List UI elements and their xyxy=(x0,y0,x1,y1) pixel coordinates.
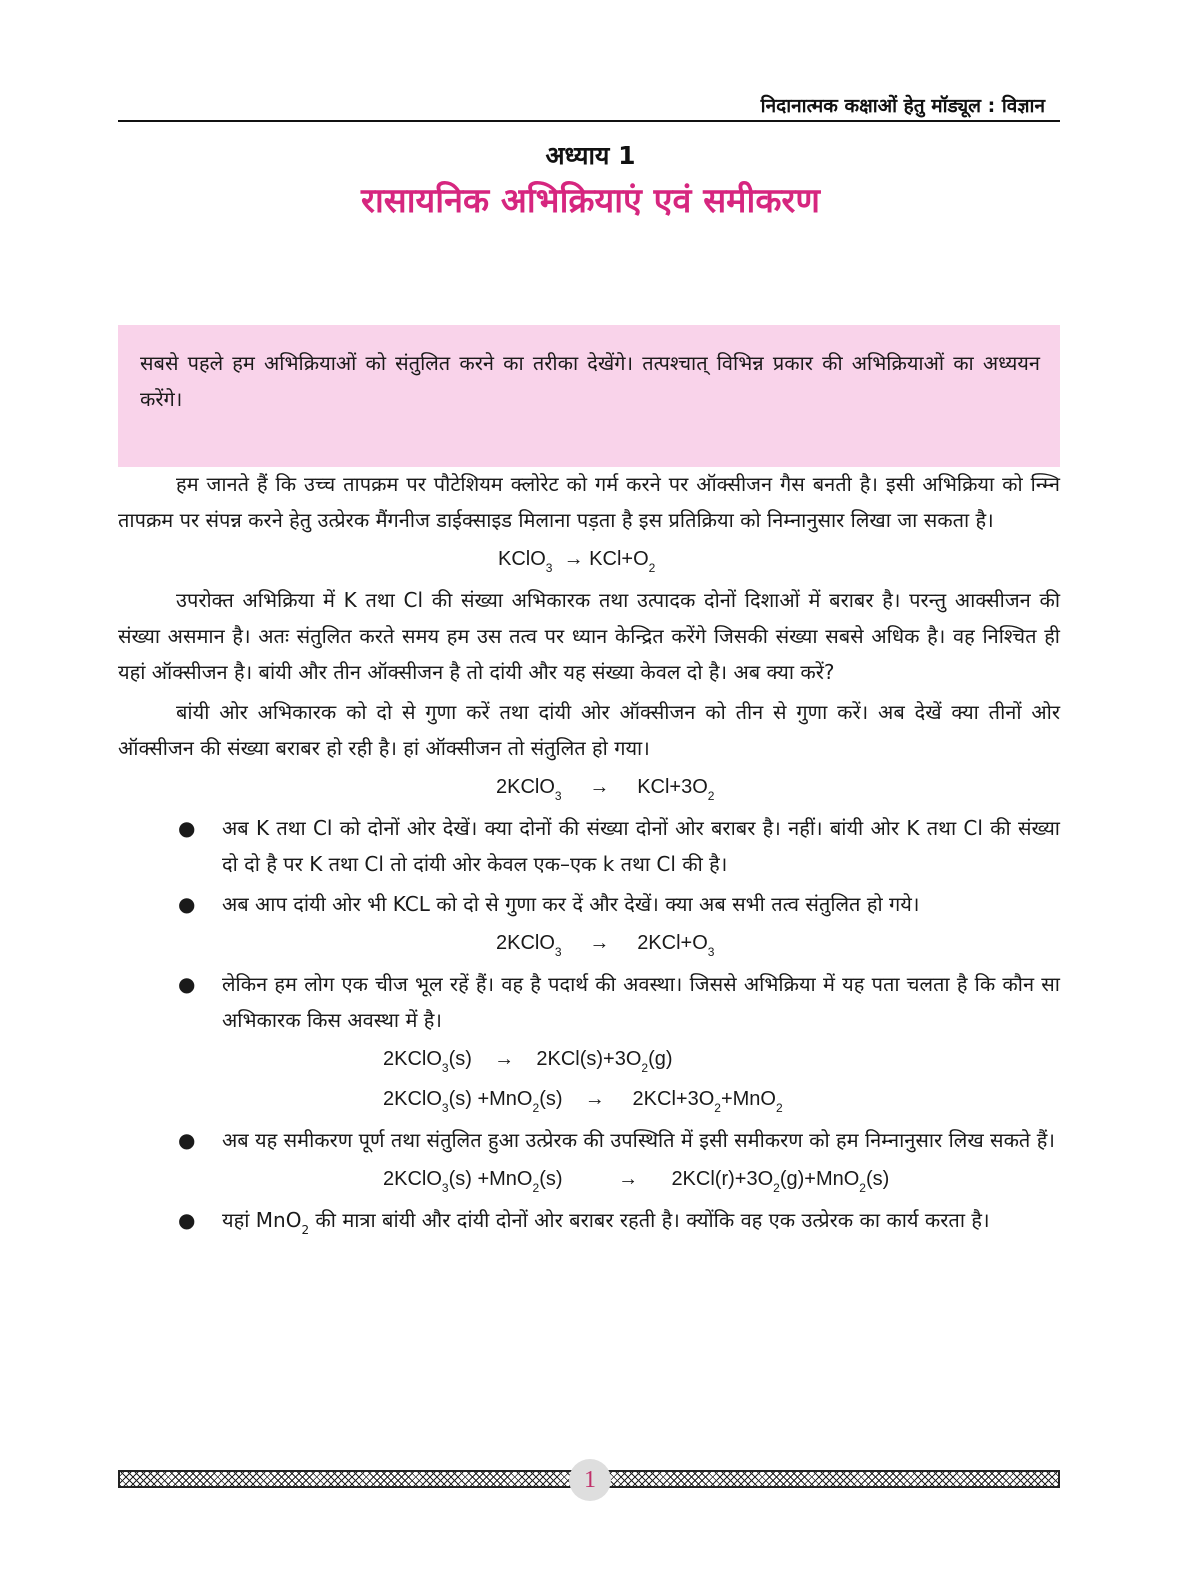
intro-highlight-box xyxy=(118,325,1060,467)
bullet-text: अब K तथा Cl को दोनों ओर देखें। क्या दोनों की संख्या दोनों ओर बराबर है। नहीं। बांयी ओर K तथा Cl की संख्या दो दो है पर K तथा Cl तो दांयी ओर केवल एक–एक k तथा Cl की है। xyxy=(222,816,1060,876)
bullet-text: लेकिन हम लोग एक चीज भूल रहें हैं। वह है पदार्थ की अवस्था। जिससे अभिक्रिया में यह पता चलता है कि कौन सा अभिकारक किस अवस्था में है। xyxy=(222,972,1060,1032)
intro-text: सबसे पहले हम अभिक्रियाओं को संतुलित करने का तरीका देखेंगे। तत्पश्चात् विभिन्न प्रकार की अभिक्रियाओं का अध्ययन करेंगे। xyxy=(140,351,1040,411)
bullet-text: यहां MnO$_2$ की मात्रा बांयी और दांयी दोनों ओर बराबर रहती है। क्योंकि वह एक उत्प्रेरक का कार्य करता है। xyxy=(222,1208,990,1237)
running-header: निदानात्मक कक्षाओं हेतु मॉड्यूल : विज्ञान xyxy=(760,95,1045,117)
arrow-icon: → xyxy=(618,1168,639,1190)
arrow-icon: → xyxy=(589,776,610,798)
arrow-icon: → xyxy=(589,932,610,954)
bullet-item-4 xyxy=(118,1122,1060,1158)
bullet-icon: ● xyxy=(178,816,196,840)
chapter-body xyxy=(118,466,1060,1245)
bullet-icon: ● xyxy=(178,1208,196,1232)
bullet-icon: ● xyxy=(178,972,196,996)
equation-2: 2KClO$_3$ → $KCl+3O_2$ xyxy=(496,776,715,803)
header-divider xyxy=(118,120,1060,122)
bullet-text: अब आप दांयी ओर भी KCL को दो से गुणा कर दें और देखें। क्या अब सभी तत्व संतुलित हो गये। xyxy=(222,892,920,916)
bullet-icon: ● xyxy=(178,1128,196,1152)
chapter-title: रासायनिक अभिक्रियाएं एवं समीकरण xyxy=(361,181,820,221)
bullet-icon: ● xyxy=(178,892,196,916)
page-number: 1 xyxy=(569,1459,611,1501)
arrow-icon: → xyxy=(584,1088,605,1110)
arrow-icon: → xyxy=(563,548,584,570)
arrow-icon: → xyxy=(494,1048,515,1070)
bullet-item-2 xyxy=(118,886,1060,922)
equation-1: KClO$_3$ → $KCl+O_2$ xyxy=(498,548,656,575)
paragraph-3: बांयी ओर अभिकारक को दो से गुणा करें तथा दांयी ओर ऑक्सीजन को तीन से गुणा करें। अब देखें क्या तीनों ओर ऑक्सीजन की संख्या बराबर हो रही है। हां ऑक्सीजन तो संतुलित हो गया। xyxy=(118,700,1060,760)
bullet-item-1 xyxy=(118,810,1060,882)
chapter-label: अध्याय 1 xyxy=(545,141,636,170)
bullet-item-3 xyxy=(118,966,1060,1038)
bullet-item-5 xyxy=(118,1202,1060,1241)
equation-5: 2KClO$_3$(s) +MnO$_2$(s) → $2KCl+3O_2+MnO_2$ xyxy=(383,1088,783,1115)
equation-6: 2KClO$_3$(s) +MnO$_2$(s) → $2KCl(r)+3O_2(g)+MnO_2(s)$ xyxy=(383,1168,890,1195)
paragraph-2: उपरोक्त अभिक्रिया में K तथा Cl की संख्या अभिकारक तथा उत्पादक दोनों दिशाओं में बराबर है। परन्तु आक्सीजन की संख्या असमान है। अतः संतुलित करते समय हम उस तत्व पर ध्यान केन्द्रित करेंगे जिसकी संख्या सबसे अधिक है। वह निश्चित ही यहां ऑक्सीजन है। बांयी और तीन ऑक्सीजन है तो दांयी और यह संख्या केवल दो है। अब क्या करें? xyxy=(118,588,1060,684)
bullet-text: अब यह समीकरण पूर्ण तथा संतुलित हुआ उत्प्रेरक की उपस्थिति में इसी समीकरण को हम निम्नानुसार लिख सकते हैं। xyxy=(222,1128,1055,1152)
paragraph-1: हम जानते हैं कि उच्च तापक्रम पर पौटेशियम क्लोरेट को गर्म करने पर ऑक्सीजन गैस बनती है। इसी अभिक्रिया को न्म्नि तापक्रम पर संपन्न करने हेतु उत्प्रेरक मैंगनीज डाईक्साइड मिलाना पड़ता है इस प्रतिक्रिया को निम्नानुसार लिखा जा सकता है। xyxy=(118,472,1060,532)
equation-3: 2KClO$_3$ → $2KCl+O_3$ xyxy=(496,932,715,959)
equation-4: 2KClO$_3$(s) → $2KCl(s)+3O_2(g)$ xyxy=(383,1048,673,1075)
